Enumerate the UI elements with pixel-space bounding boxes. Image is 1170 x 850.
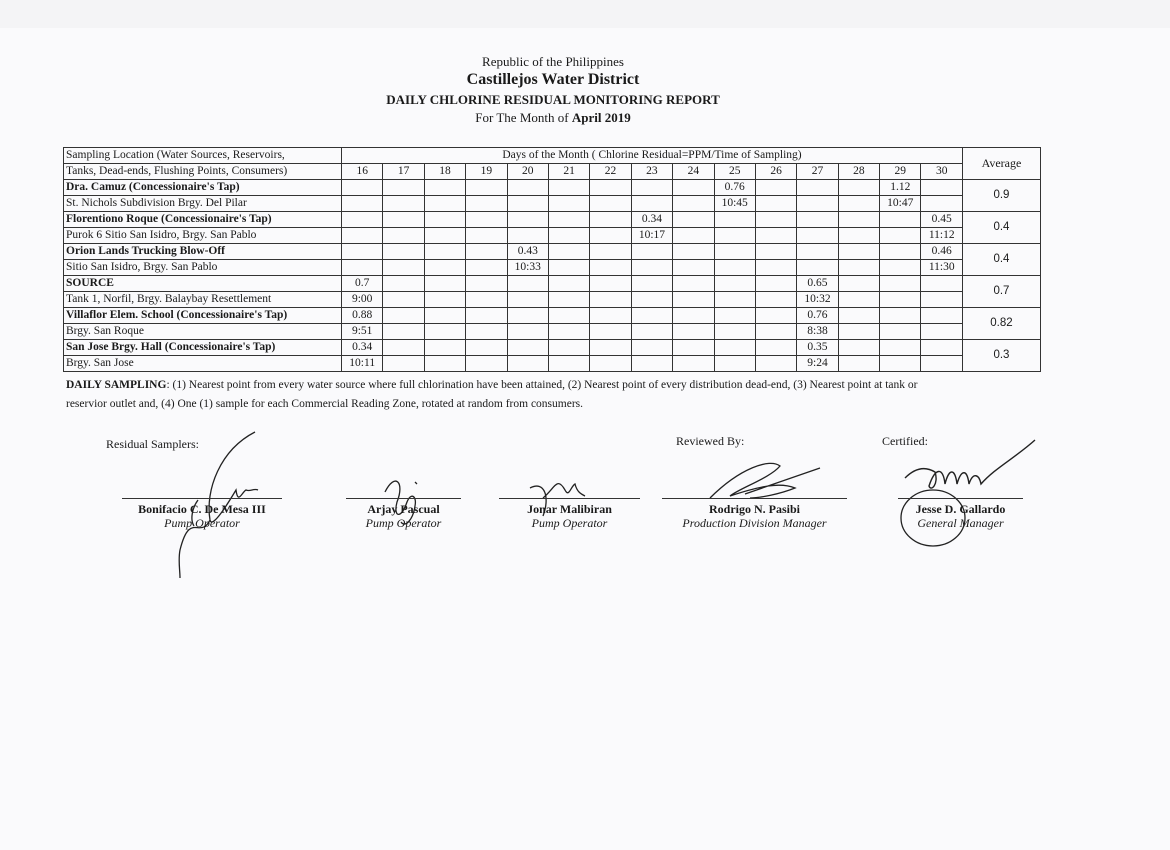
- time-cell: [466, 260, 507, 276]
- time-cell: [755, 292, 796, 308]
- signer-name: Bonifacio C. De Mesa III: [138, 502, 266, 516]
- time-cell: [714, 228, 755, 244]
- ppm-cell: [383, 308, 424, 324]
- ppm-cell: [507, 308, 548, 324]
- time-cell: [548, 356, 589, 372]
- time-cell: [755, 324, 796, 340]
- ppm-cell: [466, 276, 507, 292]
- table-row: [64, 276, 1041, 292]
- signer-name: Arjay Pascual: [367, 502, 440, 516]
- ppm-cell: [590, 180, 631, 196]
- ppm-cell: [631, 244, 672, 260]
- signature-line: [662, 498, 847, 499]
- time-cell: [673, 196, 714, 212]
- note-text: : (1) Nearest point from every water source where full chlorination have been attained, (2) Nearest point of every distribution dead-end, (3) Nearest point at tank or reservior outlet and, (4) One (1) sample for each Commercial Reading Zone, rotated at random from consumers.: [66, 379, 918, 410]
- time-cell: 10:45: [714, 196, 755, 212]
- time-cell: 10:32: [797, 292, 838, 308]
- time-cell: [673, 356, 714, 372]
- time-cell: [838, 228, 879, 244]
- signature-line: [346, 498, 461, 499]
- ppm-cell: [548, 212, 589, 228]
- ppm-cell: [424, 276, 465, 292]
- signer-position: Production Division Manager: [682, 516, 827, 530]
- signature-block-4: [662, 498, 847, 530]
- time-cell: [383, 292, 424, 308]
- ppm-cell: [921, 340, 962, 356]
- ppm-cell: [424, 308, 465, 324]
- time-cell: [590, 292, 631, 308]
- time-cell: [424, 260, 465, 276]
- time-cell: [838, 260, 879, 276]
- location-name: SOURCE: [64, 276, 342, 292]
- ppm-cell: [797, 180, 838, 196]
- location-name: Florentiono Roque (Concessionaire's Tap): [64, 212, 342, 228]
- average-cell: 0.82: [962, 308, 1040, 340]
- signature-block-3: [499, 498, 640, 530]
- ppm-cell: 0.88: [342, 308, 383, 324]
- ppm-cell: [383, 212, 424, 228]
- time-cell: [880, 260, 921, 276]
- report-title: DAILY CHLORINE RESIDUAL MONITORING REPORT: [386, 92, 720, 107]
- ppm-cell: [755, 340, 796, 356]
- time-cell: [342, 196, 383, 212]
- ppm-cell: [838, 244, 879, 260]
- ppm-cell: [590, 244, 631, 260]
- ppm-cell: [590, 212, 631, 228]
- ppm-cell: [631, 180, 672, 196]
- ppm-cell: [631, 276, 672, 292]
- time-cell: [673, 324, 714, 340]
- ppm-cell: [838, 308, 879, 324]
- time-cell: [673, 292, 714, 308]
- ppm-cell: [383, 244, 424, 260]
- time-cell: [797, 196, 838, 212]
- time-cell: 10:11: [342, 356, 383, 372]
- ppm-cell: [838, 276, 879, 292]
- ppm-cell: [590, 340, 631, 356]
- average-cell: 0.4: [962, 212, 1040, 244]
- ppm-cell: [755, 180, 796, 196]
- day-header-26: 26: [755, 164, 796, 180]
- ppm-cell: [507, 340, 548, 356]
- note-label: DAILY SAMPLING: [66, 379, 167, 391]
- ppm-cell: [838, 212, 879, 228]
- day-header-16: 16: [342, 164, 383, 180]
- average-cell: 0.9: [962, 180, 1040, 212]
- ppm-cell: [507, 276, 548, 292]
- time-cell: [424, 292, 465, 308]
- ppm-cell: [880, 340, 921, 356]
- ppm-cell: [714, 340, 755, 356]
- time-cell: [797, 228, 838, 244]
- signer-name: Jesse D. Gallardo: [915, 502, 1006, 516]
- signature-line: [898, 498, 1023, 499]
- ppm-cell: [673, 276, 714, 292]
- time-cell: 9:00: [342, 292, 383, 308]
- table-row-sub: [64, 356, 1041, 372]
- month-prefix: For The Month of: [475, 110, 569, 125]
- time-cell: [673, 228, 714, 244]
- time-cell: [466, 324, 507, 340]
- ppm-cell: [548, 244, 589, 260]
- table-row: [64, 308, 1041, 324]
- table-row: [64, 244, 1041, 260]
- signer-position: Pump Operator: [164, 516, 240, 530]
- time-cell: 9:24: [797, 356, 838, 372]
- ppm-cell: [631, 308, 672, 324]
- location-address: Tank 1, Norfil, Brgy. Balaybay Resettlement: [64, 292, 342, 308]
- time-cell: [880, 228, 921, 244]
- ppm-cell: 0.43: [507, 244, 548, 260]
- time-cell: 9:51: [342, 324, 383, 340]
- table-header-row-2: [64, 164, 1041, 180]
- day-header-18: 18: [424, 164, 465, 180]
- time-cell: [424, 196, 465, 212]
- time-cell: [548, 324, 589, 340]
- signature-scrawl-5: [895, 438, 1045, 548]
- day-header-30: 30: [921, 164, 962, 180]
- time-cell: [383, 228, 424, 244]
- time-cell: [631, 324, 672, 340]
- time-cell: [838, 356, 879, 372]
- ppm-cell: [880, 308, 921, 324]
- ppm-cell: [880, 212, 921, 228]
- ppm-cell: [714, 276, 755, 292]
- location-name: Orion Lands Trucking Blow-Off: [64, 244, 342, 260]
- day-header-27: 27: [797, 164, 838, 180]
- time-cell: [921, 324, 962, 340]
- time-cell: [590, 196, 631, 212]
- time-cell: 10:17: [631, 228, 672, 244]
- daily-sampling-note: [66, 376, 946, 414]
- ppm-cell: 0.76: [714, 180, 755, 196]
- ppm-cell: [673, 340, 714, 356]
- ppm-cell: [548, 276, 589, 292]
- ppm-cell: [755, 308, 796, 324]
- time-cell: [838, 324, 879, 340]
- ppm-cell: [673, 308, 714, 324]
- time-cell: [755, 196, 796, 212]
- certified-label: Certified:: [882, 434, 928, 448]
- ppm-cell: 0.45: [921, 212, 962, 228]
- time-cell: [466, 356, 507, 372]
- time-cell: [590, 324, 631, 340]
- ppm-cell: [342, 244, 383, 260]
- table-row: [64, 212, 1041, 228]
- time-cell: [507, 356, 548, 372]
- ppm-cell: [466, 340, 507, 356]
- ppm-cell: [548, 308, 589, 324]
- chlorine-residual-table: [63, 147, 1041, 372]
- ppm-cell: [880, 244, 921, 260]
- ppm-cell: [755, 212, 796, 228]
- ppm-cell: [342, 212, 383, 228]
- day-header-24: 24: [673, 164, 714, 180]
- time-cell: [590, 260, 631, 276]
- time-cell: [880, 324, 921, 340]
- location-name: Dra. Camuz (Concessionaire's Tap): [64, 180, 342, 196]
- location-address: Purok 6 Sitio San Isidro, Brgy. San Pablo: [64, 228, 342, 244]
- signer-name: Rodrigo N. Pasibi: [708, 502, 800, 516]
- ppm-cell: [342, 180, 383, 196]
- report-month: [0, 111, 1106, 124]
- ppm-cell: [383, 340, 424, 356]
- time-cell: [880, 356, 921, 372]
- time-cell: [424, 356, 465, 372]
- ppm-cell: [466, 180, 507, 196]
- day-header-19: 19: [466, 164, 507, 180]
- time-cell: [838, 196, 879, 212]
- ppm-cell: [548, 340, 589, 356]
- ppm-cell: [590, 276, 631, 292]
- location-header-line2: Tanks, Dead-ends, Flushing Points, Consumers): [64, 164, 342, 180]
- time-cell: [714, 260, 755, 276]
- ppm-cell: [424, 340, 465, 356]
- time-cell: [383, 324, 424, 340]
- time-cell: [755, 228, 796, 244]
- time-cell: [921, 196, 962, 212]
- ppm-cell: [548, 180, 589, 196]
- location-address: Brgy. San Jose: [64, 356, 342, 372]
- location-address: St. Nichols Subdivision Brgy. Del Pilar: [64, 196, 342, 212]
- time-cell: [673, 260, 714, 276]
- ppm-cell: [507, 212, 548, 228]
- ppm-cell: [590, 308, 631, 324]
- time-cell: [507, 292, 548, 308]
- time-cell: [548, 196, 589, 212]
- signature-block-1: [122, 498, 282, 530]
- time-cell: [383, 356, 424, 372]
- ppm-cell: [797, 244, 838, 260]
- time-cell: [755, 260, 796, 276]
- signature-line: [499, 498, 640, 499]
- ppm-cell: 0.35: [797, 340, 838, 356]
- signer-position: Pump Operator: [531, 516, 608, 530]
- table-row: [64, 180, 1041, 196]
- signer-position: Pump Operator: [365, 516, 442, 530]
- ppm-cell: [424, 244, 465, 260]
- signer-name: Jonar Malibiran: [527, 502, 612, 516]
- time-cell: [342, 260, 383, 276]
- ppm-cell: [921, 308, 962, 324]
- ppm-cell: [714, 308, 755, 324]
- time-cell: [590, 228, 631, 244]
- ppm-cell: 1.12: [880, 180, 921, 196]
- ppm-cell: 0.76: [797, 308, 838, 324]
- ppm-cell: [838, 180, 879, 196]
- location-header-line1: Sampling Location (Water Sources, Reservoirs,: [64, 148, 342, 164]
- day-header-28: 28: [838, 164, 879, 180]
- time-cell: [424, 324, 465, 340]
- time-cell: [590, 356, 631, 372]
- ppm-cell: [383, 276, 424, 292]
- time-cell: 10:33: [507, 260, 548, 276]
- ppm-cell: [838, 340, 879, 356]
- time-cell: [466, 196, 507, 212]
- time-cell: 11:12: [921, 228, 962, 244]
- time-cell: [880, 292, 921, 308]
- ppm-cell: [466, 244, 507, 260]
- time-cell: [797, 260, 838, 276]
- ppm-cell: 0.34: [342, 340, 383, 356]
- day-header-20: 20: [507, 164, 548, 180]
- signature-block-5: [898, 498, 1023, 530]
- time-cell: [755, 356, 796, 372]
- average-cell: 0.4: [962, 244, 1040, 276]
- ppm-cell: [631, 340, 672, 356]
- time-cell: [548, 260, 589, 276]
- time-cell: [838, 292, 879, 308]
- day-header-22: 22: [590, 164, 631, 180]
- time-cell: [507, 228, 548, 244]
- time-cell: 10:47: [880, 196, 921, 212]
- time-cell: [548, 228, 589, 244]
- ppm-cell: [673, 212, 714, 228]
- average-cell: 0.7: [962, 276, 1040, 308]
- day-header-23: 23: [631, 164, 672, 180]
- ppm-cell: [755, 244, 796, 260]
- day-header-17: 17: [383, 164, 424, 180]
- time-cell: [714, 356, 755, 372]
- time-cell: [631, 260, 672, 276]
- samplers-label: Residual Samplers:: [106, 437, 199, 451]
- table-header-row-1: [64, 148, 1041, 164]
- ppm-cell: [466, 212, 507, 228]
- ppm-cell: [880, 276, 921, 292]
- time-cell: [631, 356, 672, 372]
- time-cell: [631, 196, 672, 212]
- ppm-cell: 0.34: [631, 212, 672, 228]
- time-cell: 8:38: [797, 324, 838, 340]
- location-address: Sitio San Isidro, Brgy. San Pablo: [64, 260, 342, 276]
- day-header-29: 29: [880, 164, 921, 180]
- time-cell: [424, 228, 465, 244]
- ppm-cell: 0.65: [797, 276, 838, 292]
- time-cell: [631, 292, 672, 308]
- table-row-sub: [64, 324, 1041, 340]
- ppm-cell: [755, 276, 796, 292]
- ppm-cell: [507, 180, 548, 196]
- ppm-cell: [797, 212, 838, 228]
- ppm-cell: [673, 180, 714, 196]
- average-header: Average: [962, 148, 1040, 180]
- ppm-cell: [673, 244, 714, 260]
- ppm-cell: [921, 276, 962, 292]
- signature-line: [122, 498, 282, 499]
- time-cell: [383, 260, 424, 276]
- time-cell: [507, 324, 548, 340]
- ppm-cell: [466, 308, 507, 324]
- month-value: April 2019: [571, 110, 631, 125]
- republic-line: Republic of the Philippines: [482, 54, 624, 69]
- location-name: San Jose Brgy. Hall (Concessionaire's Tap): [64, 340, 342, 356]
- ppm-cell: [383, 180, 424, 196]
- table-row-sub: [64, 260, 1041, 276]
- time-cell: [342, 228, 383, 244]
- day-header-25: 25: [714, 164, 755, 180]
- time-cell: [548, 292, 589, 308]
- org-name: Castillejos Water District: [466, 71, 640, 88]
- table-row-sub: [64, 228, 1041, 244]
- time-cell: [466, 292, 507, 308]
- ppm-cell: [424, 180, 465, 196]
- average-cell: 0.3: [962, 340, 1040, 372]
- table-row-sub: [64, 196, 1041, 212]
- time-cell: [714, 324, 755, 340]
- ppm-cell: [714, 212, 755, 228]
- time-cell: [466, 228, 507, 244]
- ppm-cell: 0.46: [921, 244, 962, 260]
- ppm-cell: [921, 180, 962, 196]
- ppm-cell: 0.7: [342, 276, 383, 292]
- time-cell: [507, 196, 548, 212]
- reviewed-label: Reviewed By:: [676, 434, 745, 448]
- time-cell: [921, 356, 962, 372]
- location-name: Villaflor Elem. School (Concessionaire's Tap): [64, 308, 342, 324]
- signature-block-2: [346, 498, 461, 530]
- table-row: [64, 340, 1041, 356]
- days-header: Days of the Month ( Chlorine Residual=PPM/Time of Sampling): [342, 148, 963, 164]
- time-cell: [714, 292, 755, 308]
- table-row-sub: [64, 292, 1041, 308]
- time-cell: 11:30: [921, 260, 962, 276]
- signer-position: General Manager: [917, 516, 1004, 530]
- day-header-21: 21: [548, 164, 589, 180]
- ppm-cell: [424, 212, 465, 228]
- time-cell: [921, 292, 962, 308]
- ppm-cell: [714, 244, 755, 260]
- time-cell: [383, 196, 424, 212]
- location-address: Brgy. San Roque: [64, 324, 342, 340]
